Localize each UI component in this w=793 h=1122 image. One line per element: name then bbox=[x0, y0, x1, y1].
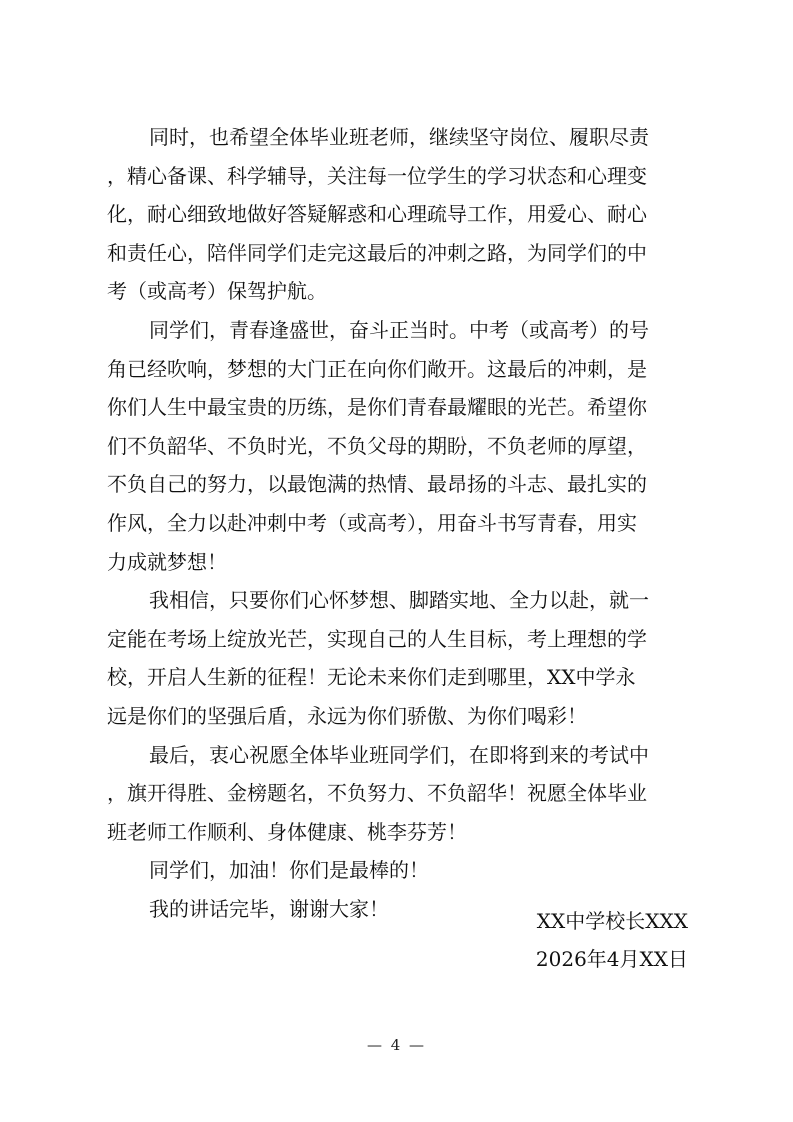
paragraph-line: ，旗开得胜、金榜题名，不负努力、不负韶华！祝愿全体毕业 bbox=[107, 781, 647, 806]
paragraph-line: 定能在考场上绽放光芒，实现自己的人生目标，考上理想的学 bbox=[107, 626, 647, 651]
paragraph-line: 同学们，青春逢盛世，奋斗正当时。中考（或高考）的号 bbox=[149, 317, 649, 342]
paragraph-line: 校，开启人生新的征程！无论未来你们走到哪里，XX中学永 bbox=[107, 665, 636, 690]
paragraph-line: 角已经吹响，梦想的大门正在向你们敞开。这最后的冲刺，是 bbox=[107, 356, 647, 381]
paragraph-line: ，精心备课、科学辅导，关注每一位学生的学习状态和心理变 bbox=[107, 163, 647, 188]
paragraph-line: 同学们，加油！你们是最棒的！ bbox=[149, 858, 429, 883]
paragraph-line: 我相信，只要你们心怀梦想、脚踏实地、全力以赴，就一 bbox=[149, 588, 649, 613]
paragraph-line: 化，耐心细致地做好答疑解惑和心理疏导工作，用爱心、耐心 bbox=[107, 202, 647, 227]
paragraph-line: 最后，衷心祝愿全体毕业班同学们，在即将到来的考试中 bbox=[149, 742, 649, 767]
paragraph-line: 力成就梦想！ bbox=[107, 549, 227, 574]
paragraph-line: 考（或高考）保驾护航。 bbox=[107, 279, 327, 304]
paragraph-line: 班老师工作顺利、身体健康、桃李芬芳！ bbox=[107, 819, 467, 844]
paragraph-line: 远是你们的坚强后盾，永远为你们骄傲、为你们喝彩！ bbox=[107, 703, 587, 728]
paragraph-line: 们不负韶华、不负时光，不负父母的期盼，不负老师的厚望， bbox=[107, 433, 647, 458]
paragraph-line: 不负自己的努力，以最饱满的热情、最昂扬的斗志、最扎实的 bbox=[107, 472, 647, 497]
paragraph-line: 我的讲话完毕，谢谢大家！ bbox=[149, 896, 389, 921]
paragraph-line: 和责任心，陪伴同学们走完这最后的冲刺之路，为同学们的中 bbox=[107, 240, 647, 265]
document-body bbox=[107, 118, 697, 928]
page-number: — 4 — bbox=[366, 1036, 427, 1054]
signature-date: 2026年4月XX日 bbox=[535, 947, 688, 971]
signature-name: XX中学校长XXX bbox=[536, 909, 688, 933]
paragraph-line: 你们人生中最宝贵的历练，是你们青春最耀眼的光芒。希望你 bbox=[107, 395, 647, 420]
paragraph-line: 作风，全力以赴冲刺中考（或高考），用奋斗书写青春，用实 bbox=[107, 510, 637, 535]
paragraph-line: 同时，也希望全体毕业班老师，继续坚守岗位、履职尽责 bbox=[149, 125, 649, 149]
